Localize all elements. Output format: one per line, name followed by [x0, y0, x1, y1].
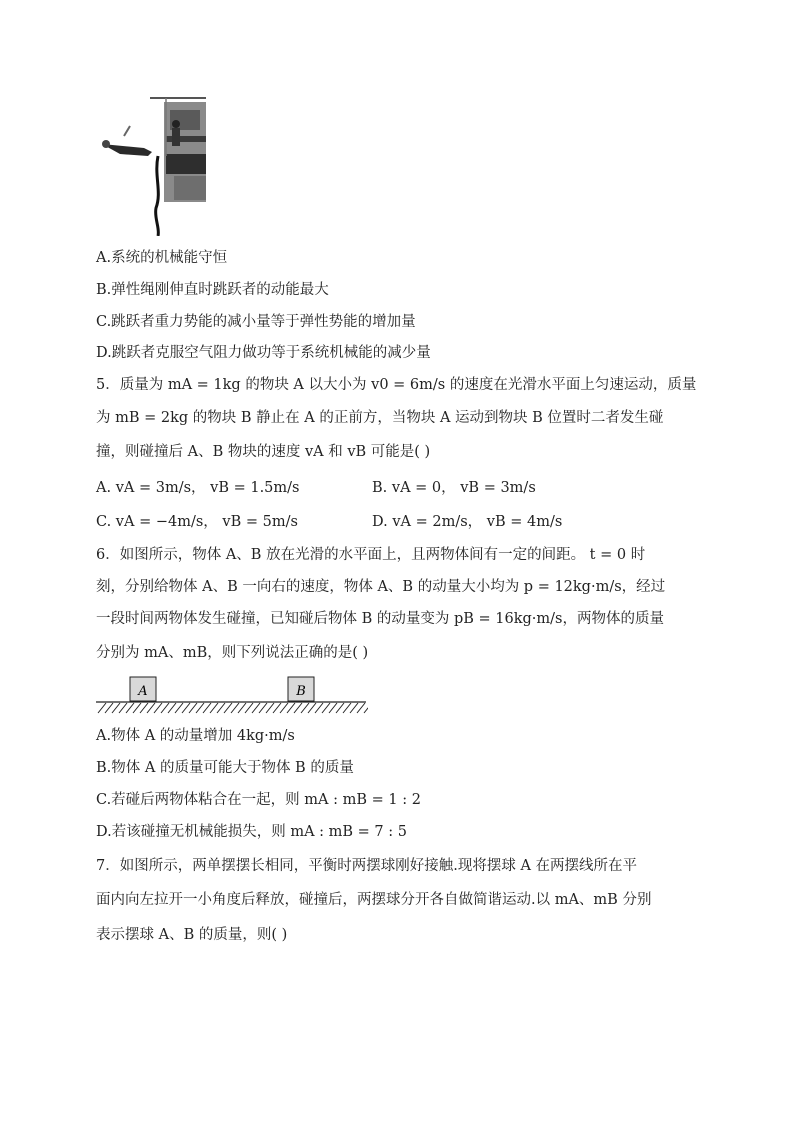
q6-option-d: D.若该碰撞无机械能损失，则 mA : mB = 7 : 5 — [96, 824, 407, 840]
q6-option-c: C.若碰后两物体粘合在一起，则 mA : mB = 1 : 2 — [96, 792, 421, 808]
q4-option-d: D.跳跃者克服空气阻力做功等于系统机械能的减少量 — [96, 345, 431, 361]
q6-stem-line2: 刻，分别给物体 A、B 一向右的速度，物体 A、B 的动量大小均为 p = 12kg·m/s，经过 — [96, 579, 666, 595]
q7-stem-line2: 面内向左拉开一小角度后释放，碰撞后，两摆球分开各自做简谐运动.以 mA、mB 分别 — [96, 892, 652, 908]
block-b-label: B — [296, 684, 306, 699]
q6-stem-line4: 分别为 mA、mB，则下列说法正确的是( ) — [96, 645, 369, 661]
q5-stem-line2: 为 mB = 2kg 的物块 B 静止在 A 的正前方，当物块 A 运动到物块 B 位置时二者发生碰 — [96, 410, 664, 426]
q6-stem-line1: 6．如图所示，物体 A、B 放在光滑的水平面上，且两物体间有一定的间距。 t = 0 时 — [96, 547, 646, 563]
q5-stem-line1: 5．质量为 mA = 1kg 的物块 A 以大小为 v0 = 6m/s 的速度在光滑水平面上匀速运动，质量 — [96, 377, 697, 393]
q6-option-b: B.物体 A 的质量可能大于物体 B 的质量 — [96, 760, 354, 776]
blocks-diagram — [96, 676, 368, 718]
q5-stem-line3: 撞，则碰撞后 A、B 物块的速度 vA 和 vB 可能是( ) — [96, 444, 431, 460]
q4-option-b: B.弹性绳刚伸直时跳跃者的动能最大 — [96, 282, 329, 298]
q6-stem-line3: 一段时间两物体发生碰撞，已知碰后物体 B 的动量变为 pB = 16kg·m/s，两物体的质量 — [96, 611, 664, 627]
q4-option-a: A.系统的机械能守恒 — [96, 250, 228, 266]
q5-option-c: C. vA = −4m/s， vB = 5m/s — [96, 514, 298, 530]
q7-stem-line3: 表示摆球 A、B 的质量，则( ) — [96, 927, 288, 943]
q7-stem-line1: 7．如图所示，两单摆摆长相同，平衡时两摆球刚好接触.现将摆球 A 在两摆线所在平 — [96, 858, 638, 874]
block-a-label: A — [138, 684, 148, 699]
ground-hatching — [98, 703, 368, 713]
q5-option-d: D. vA = 2m/s， vB = 4m/s — [372, 514, 563, 530]
q4-option-c: C.跳跃者重力势能的减小量等于弹性势能的增加量 — [96, 314, 416, 330]
q5-option-a: A. vA = 3m/s， vB = 1.5m/s — [96, 480, 300, 496]
bungee-jump-photo — [100, 96, 206, 236]
q5-option-b: B. vA = 0， vB = 3m/s — [372, 480, 536, 496]
q6-option-a: A.物体 A 的动量增加 4kg·m/s — [96, 728, 295, 744]
